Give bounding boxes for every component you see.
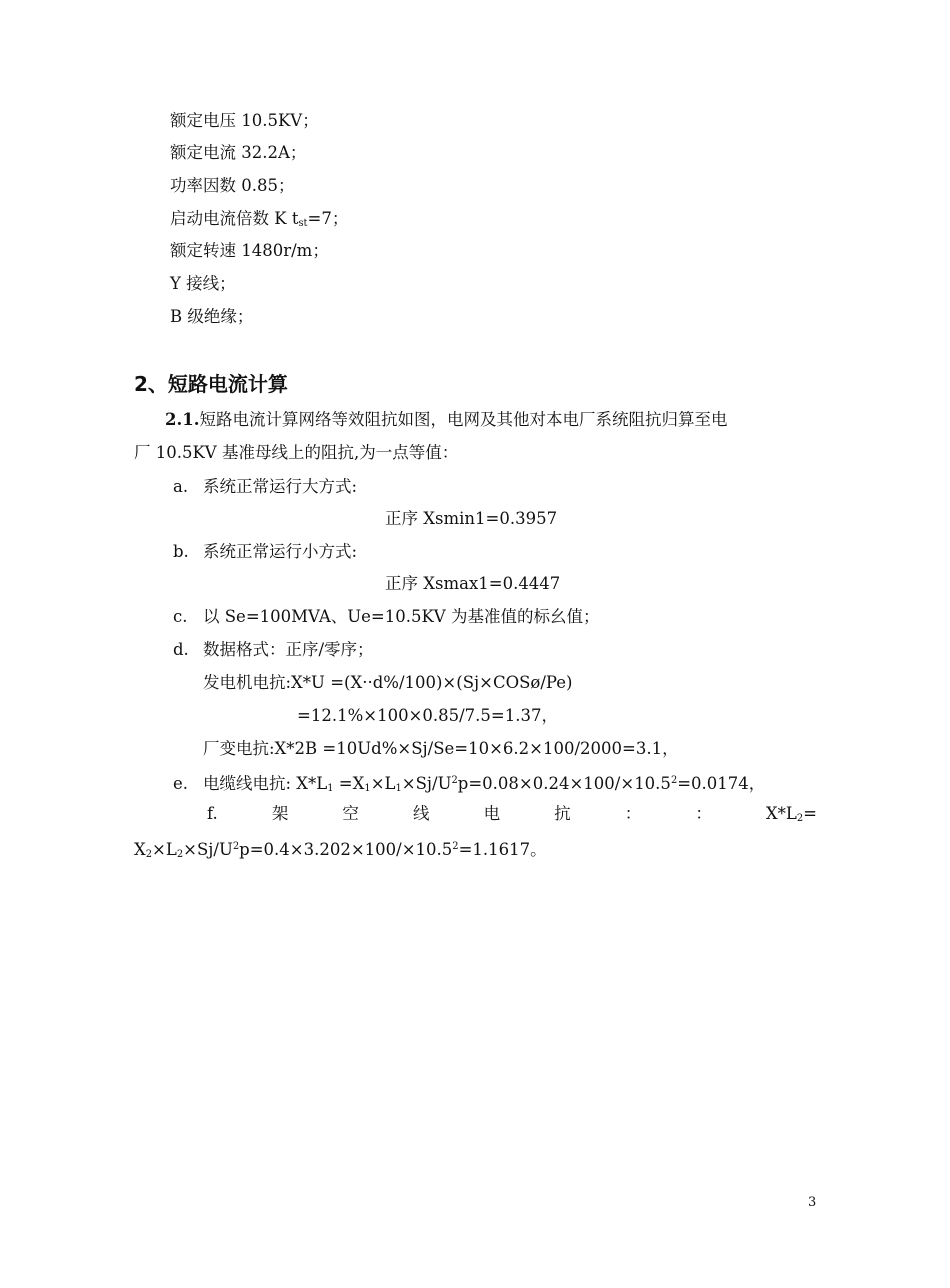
- item-e-cable-reactance: e. 电缆线电抗: $X*L_1 =X_1\times L_1\times Sj/U^2p=0.08\times 0.24\times 100/\times 10.5^2=0.0174$，: [173, 773, 766, 794]
- spec-rated-voltage: 额定电压 10.5KV；: [170, 111, 319, 130]
- spec-start-current: 启动电流倍数 K $t_{st}=7$；: [170, 209, 349, 229]
- transformer-reactance: 厂变电抗:X*2B =10Ud%×Sj/Se=10×6.2×100/2000=3.1，: [203, 739, 679, 758]
- generator-reactance: 发电机电抗:X*U =(X··d%/100)×(Sj×COSø/Pe): [203, 673, 573, 692]
- spec-wiring: Y 接线；: [170, 274, 236, 293]
- spec-insulation: B 级绝缘；: [170, 307, 254, 326]
- para-number: 2.1.: [165, 410, 200, 429]
- spec-rated-speed: 额定转速 1480r/m；: [170, 241, 329, 260]
- item-f-continuation: $X_2\times L_2\times Sj/U^2p=0.4\times 3.202\times 100/\times 10.5^2=1.1617$。: [134, 839, 547, 860]
- item-c: c. 以 Se=100MVA、Ue=10.5KV 为基准值的标幺值；: [173, 607, 600, 626]
- spec-power-factor: 功率因数 0.85；: [170, 176, 295, 195]
- page-number: 3: [808, 1195, 817, 1210]
- item-a-value: 正序 Xsmin1=0.3957: [385, 509, 558, 528]
- item-b: b. 系统正常运行小方式:: [173, 542, 358, 561]
- section-heading: 2、短路电流计算: [134, 372, 288, 396]
- item-f-overhead-line: f. 架 空 线 电 抗 ： ： $X*L_2=$: [207, 804, 817, 824]
- para-line-2: 厂 10.5KV 基准母线上的阻抗,为一点等值：: [134, 443, 459, 462]
- item-d: d. 数据格式：正序/零序；: [173, 640, 374, 659]
- item-b-value: 正序 Xsmax1=0.4447: [385, 574, 561, 593]
- para-line-1: 2.1.短路电流计算网络等效阻抗如图，电网及其他对本电厂系统阻抗归算至电: [165, 410, 728, 429]
- item-a: a. 系统正常运行大方式:: [173, 477, 358, 496]
- spec-rated-current: 额定电流 32.2A；: [170, 143, 307, 162]
- generator-reactance-result: =12.1%×100×0.85/7.5=1.37，: [297, 706, 558, 725]
